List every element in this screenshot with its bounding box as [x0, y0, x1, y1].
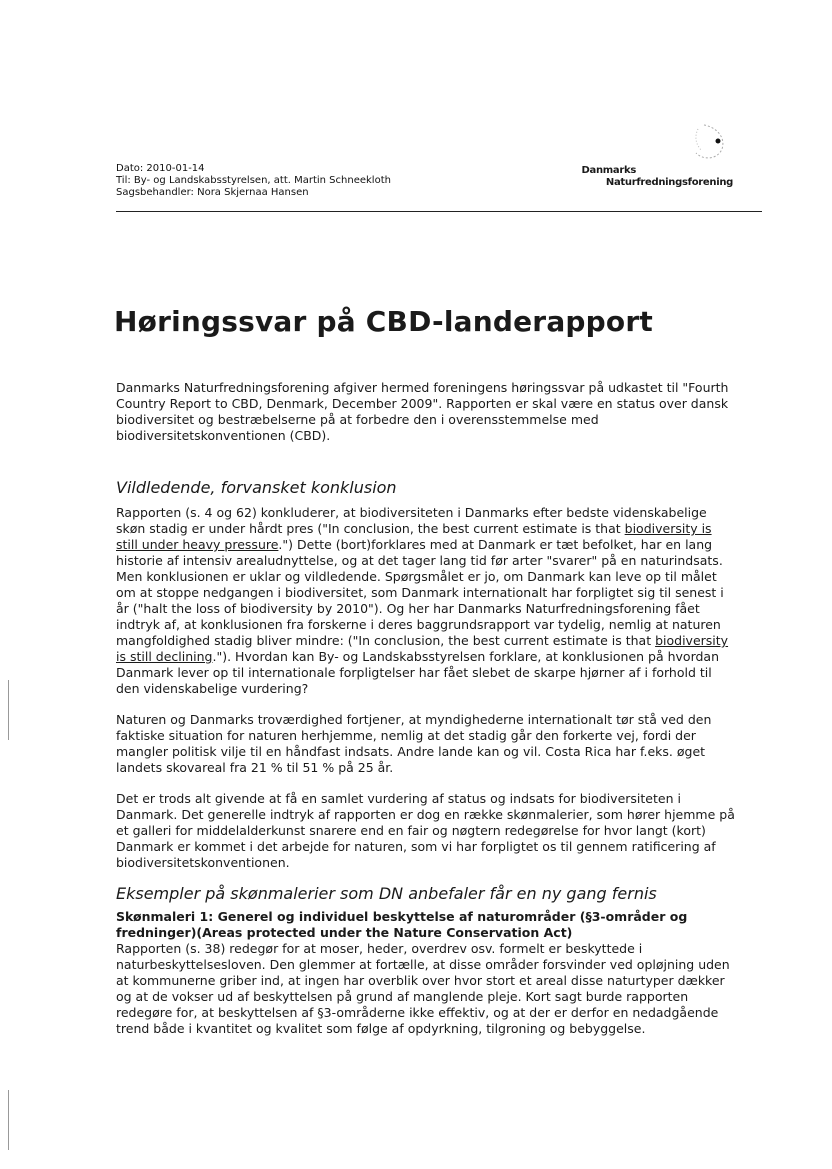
intro-paragraph: Danmarks Naturfredningsforening afgiver hermed foreningens høringssvar på udkastet til "Fourth Country Report to CBD, Denmark, December 2009". Rapporten er skal være en status over dansk biodiversitet og bestræbelserne på at forbedre den i overensstemmelse med biodiversitetskonventionen (CBD).: [116, 380, 729, 443]
section-heading: Eksempler på skønmalerier som DN anbefaler får en ny gang fernis: [116, 884, 657, 903]
scan-edge-mark: [8, 1090, 9, 1150]
dn-logo: [581, 123, 736, 195]
scan-edge-mark: [8, 680, 9, 740]
body-paragraph: Rapporten (s. 4 og 62) konkluderer, at biodiversiteten i Danmarks efter bedste videnskabelige skøn stadig er under hårdt pres ("In conclusion, the best current estimate is that biodiversity is still under heavy pressure.") Dette (bort)forklares med at Danmark er tæt befolket, har en lang historie af intensiv arealudnyttelse, og at det tager lang tid før arter "svarer" på en naturindsats. Men konklusionen er uklar og vildledende. Spørgsmålet er jo, om Danmark kan leve op til målet om at stoppe nedgangen i biodiversitet, som Danmark internationalt har forpligtet sig til senest i år ("halt the loss of biodiversity by 2010"). Og her har Danmarks Naturfredningsforening fået indtryk af, at konklusionen fra forskerne i deres baggrundsrapport var tydelig, nemlig at naturen mangfoldighed stadig bliver mindre: ("In conclusion, the best current estimate is that biodiversity is still declining."). Hvordan kan By- og Landskabsstyrelsen forklare, at konklusionen på hvordan Danmark lever op til internationale forpligtelser har fået slebet de skarpe hjørner af i forhold til den videnskabelige vurdering?: [116, 505, 729, 696]
body-paragraph: Naturen og Danmarks troværdighed fortjener, at myndighederne internationalt tør stå ved den faktiske situation for naturen herhjemme, nemlig at det stadig går den forkerte vej, fordi der mangler politisk vilje til en håndfast indsats. Andre lande kan og vil. Costa Rica har f.eks. øget landets skovareal fra 21 % til 51 % på 25 år.: [116, 712, 712, 775]
document-body: [116, 380, 736, 1037]
caseworker-line: Sagsbehandler: Nora Skjernaa Hansen: [116, 187, 309, 198]
page-title: Høringssvar på CBD-landerapport: [114, 305, 653, 338]
logo-text-line2: Naturfredningsforening: [605, 177, 733, 188]
body-paragraph: Det er trods alt givende at få en samlet vurdering af status og indsats for biodiversiteten i Danmark. Det generelle indtryk af rapporten er dog en række skønmalerier, som hører hjemme på et galleri for middelalderkunst snarere end en fair og nøgtern redegørelse for hvor langt (kort) Danmark er kommet i det arbejde for naturen, som vi har forpligtet os til gennem ratificering af biodiversitetskonventionen.: [116, 791, 735, 870]
section-heading: Vildledende, forvansket konklusion: [116, 478, 397, 497]
subsection-heading: Skønmaleri 1: Generel og individuel beskyttelse af naturområder (§3-områder og fredninger)(Areas protected under the Nature Conservation Act): [116, 909, 688, 940]
logo-text-line1: Danmarks: [581, 165, 636, 176]
body-paragraph: Rapporten (s. 38) redegør for at moser, heder, overdrev osv. formelt er beskyttede i naturbeskyttelsesloven. Den glemmer at fortælle, at disse områder forsvinder ved opløjning uden at kommunerne griber ind, at ingen har overblik over hvor stort et areal disse naturtyper dækker og at de vokser ud af beskyttelsen på grund af manglende pleje. Kort sagt burde rapporten redegøre for, at beskyttelsen af §3-områderne ikke effektiv, og at der er derfor en nedadgående trend både i kvantitet og kvalitet som følge af opdyrkning, tilgroning og bebyggelse.: [116, 941, 730, 1036]
date-line: Dato: 2010-01-14: [116, 163, 205, 174]
quoted-phrase: biodiversity is still declining: [116, 633, 729, 664]
dn-logo-icon: [684, 123, 728, 163]
quoted-phrase: biodiversity is still under heavy pressure: [116, 521, 712, 552]
header-divider: [116, 211, 762, 212]
letter-header: [116, 163, 736, 199]
recipient-line: Til: By- og Landskabsstyrelsen, att. Martin Schneekloth: [116, 175, 391, 186]
